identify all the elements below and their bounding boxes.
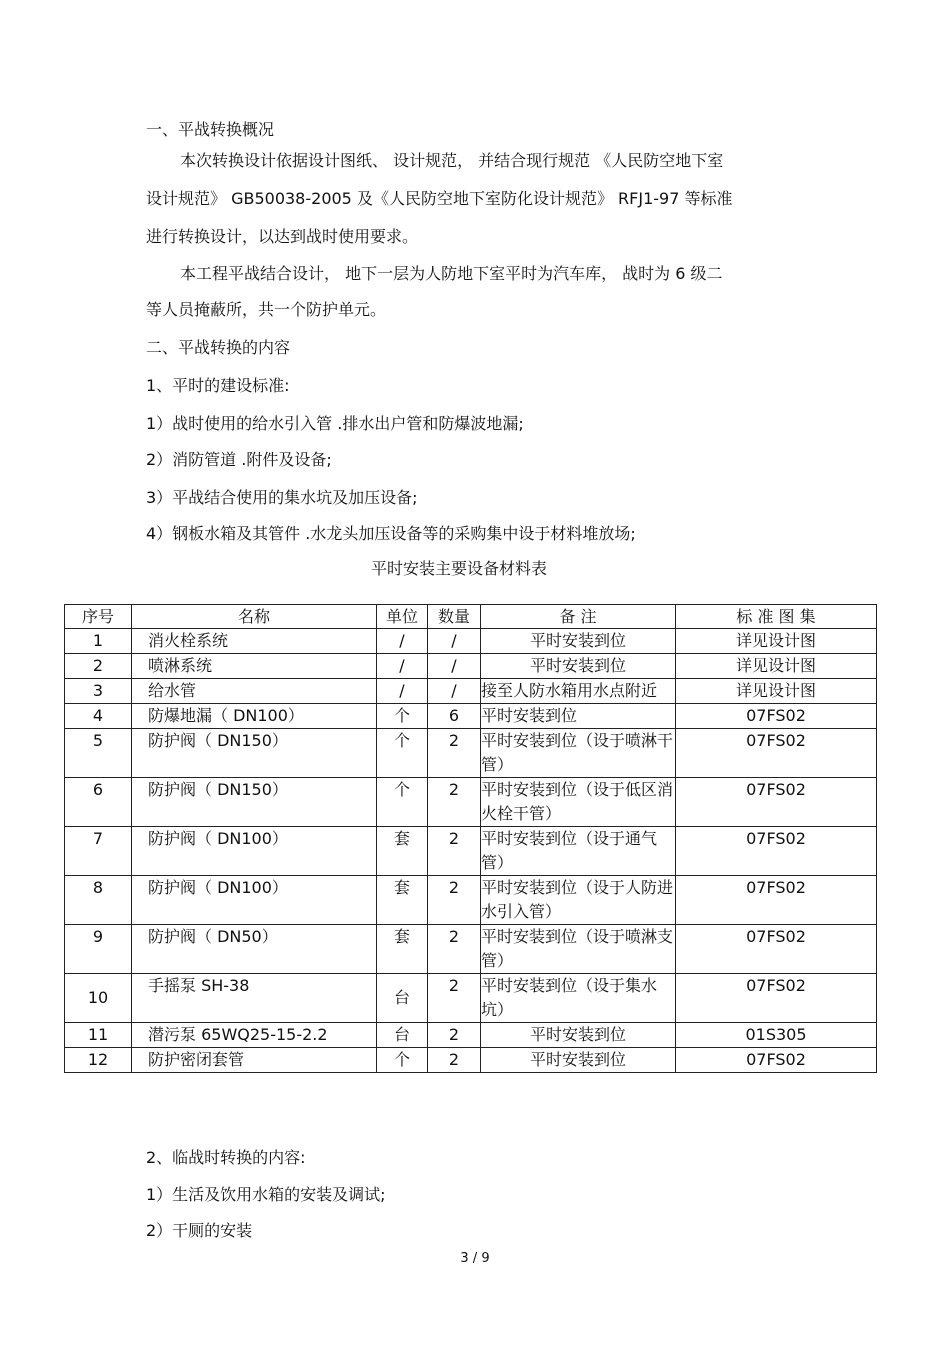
cell-note: 平时安装到位（设于人防进水引入管） (481, 876, 676, 925)
cell-std: 07FS02 (676, 925, 877, 974)
cell-qty: 2 (428, 729, 481, 778)
cell-name: 喷淋系统 (132, 654, 377, 679)
cell-note: 平时安装到位（设于喷淋支管） (481, 925, 676, 974)
cell-qty: / (428, 679, 481, 704)
cell-note: 平时安装到位 (481, 1023, 676, 1048)
cell-name: 防护密闭套管 (132, 1048, 377, 1073)
table-row (65, 1048, 877, 1073)
list-item: 1）战时使用的给水引入管 .排水出户管和防爆波地漏; (146, 414, 524, 433)
cell-std: 详见设计图 (676, 629, 877, 654)
cell-no: 3 (65, 679, 132, 704)
cell-std: 07FS02 (676, 704, 877, 729)
list-item: 4）钢板水箱及其管件 .水龙头加压设备等的采购集中设于材料堆放场; (146, 524, 636, 543)
cell-name: 防护阀（ DN100） (132, 876, 377, 925)
cell-unit: 套 (377, 925, 428, 974)
cell-std: 详见设计图 (676, 654, 877, 679)
cell-no: 8 (65, 876, 132, 925)
header-unit: 单位 (377, 605, 428, 629)
table-row (65, 827, 877, 876)
list-item: 3）平战结合使用的集水坑及加压设备; (146, 488, 418, 507)
cell-unit: 个 (377, 729, 428, 778)
cell-name: 防护阀（ DN100） (132, 827, 377, 876)
paragraph-2-line-1: 本工程平战结合设计， 地下一层为人防地下室平时为汽车库， 战时为 6 级二 (180, 264, 723, 283)
cell-name: 手摇泵 SH-38 (132, 974, 377, 1023)
cell-std: 07FS02 (676, 729, 877, 778)
cell-name: 防护阀（ DN150） (132, 778, 377, 827)
cell-qty: 2 (428, 778, 481, 827)
table-row (65, 729, 877, 778)
cell-no: 6 (65, 778, 132, 827)
list-item: 2）干厕的安装 (146, 1221, 253, 1240)
cell-name: 给水管 (132, 679, 377, 704)
cell-no: 12 (65, 1048, 132, 1073)
cell-no: 2 (65, 654, 132, 679)
cell-unit: 个 (377, 778, 428, 827)
table-row (65, 778, 877, 827)
cell-note: 平时安装到位（设于喷淋干管） (481, 729, 676, 778)
cell-no: 10 (65, 974, 132, 1023)
cell-std: 07FS02 (676, 876, 877, 925)
cell-std: 详见设计图 (676, 679, 877, 704)
table-row (65, 679, 877, 704)
list-item: 1）生活及饮用水箱的安装及调试; (146, 1185, 386, 1204)
cell-note: 平时安装到位 (481, 629, 676, 654)
cell-no: 11 (65, 1023, 132, 1048)
cell-name: 消火栓系统 (132, 629, 377, 654)
cell-note: 平时安装到位（设于通气管） (481, 827, 676, 876)
cell-qty: 2 (428, 827, 481, 876)
subsection-2-2: 2、临战时转换的内容: (146, 1148, 306, 1167)
table-title: 平时安装主要设备材料表 (370, 559, 547, 578)
table-row (65, 974, 877, 1023)
section-1-heading: 一、平战转换概况 (146, 120, 275, 139)
cell-note: 平时安装到位 (481, 1048, 676, 1073)
cell-qty: 6 (428, 704, 481, 729)
header-name: 名称 (132, 605, 377, 629)
section-2-heading: 二、平战转换的内容 (146, 338, 291, 357)
cell-unit: 台 (377, 1023, 428, 1048)
table-header-row (65, 605, 877, 629)
cell-note: 平时安装到位（设于集水坑） (481, 974, 676, 1023)
cell-std: 01S305 (676, 1023, 877, 1048)
cell-qty: 2 (428, 925, 481, 974)
cell-name: 防爆地漏（ DN100） (132, 704, 377, 729)
cell-qty: 2 (428, 1048, 481, 1073)
cell-no: 5 (65, 729, 132, 778)
cell-no: 9 (65, 925, 132, 974)
cell-qty: 2 (428, 974, 481, 1023)
cell-name: 潜污泵 65WQ25-15-2.2 (132, 1023, 377, 1048)
cell-name: 防护阀（ DN150） (132, 729, 377, 778)
table-row (65, 654, 877, 679)
table-row (65, 629, 877, 654)
cell-no: 4 (65, 704, 132, 729)
cell-unit: / (377, 629, 428, 654)
list-item: 2）消防管道 .附件及设备; (146, 450, 332, 469)
page-number: 3 / 9 (460, 1251, 490, 1266)
cell-qty: / (428, 629, 481, 654)
cell-unit: 套 (377, 827, 428, 876)
equipment-table (64, 604, 877, 1073)
paragraph-1-line-2: 设计规范》 GB50038-2005 及《人民防空地下室防化设计规范》 RFJ1-97 等标准 (146, 189, 733, 208)
cell-qty: 2 (428, 1023, 481, 1048)
table-row (65, 876, 877, 925)
cell-qty: / (428, 654, 481, 679)
cell-no: 7 (65, 827, 132, 876)
cell-unit: 套 (377, 876, 428, 925)
cell-unit: / (377, 654, 428, 679)
cell-unit: 台 (377, 974, 428, 1023)
table-row (65, 704, 877, 729)
header-note: 备 注 (481, 605, 676, 629)
cell-note: 平时安装到位 (481, 654, 676, 679)
cell-note: 平时安装到位 (481, 704, 676, 729)
paragraph-1-line-3: 进行转换设计，以达到战时使用要求。 (146, 227, 419, 246)
table-row (65, 925, 877, 974)
cell-name: 防护阀（ DN50） (132, 925, 377, 974)
header-no: 序号 (65, 605, 132, 629)
cell-std: 07FS02 (676, 974, 877, 1023)
cell-no: 1 (65, 629, 132, 654)
cell-note: 平时安装到位（设于低区消火栓干管） (481, 778, 676, 827)
cell-std: 07FS02 (676, 778, 877, 827)
cell-std: 07FS02 (676, 1048, 877, 1073)
paragraph-1-line-1: 本次转换设计依据设计图纸、 设计规范， 并结合现行规范 《人民防空地下室 (180, 151, 724, 170)
header-std: 标 准 图 集 (676, 605, 877, 629)
cell-note: 接至人防水箱用水点附近 (481, 679, 676, 704)
header-qty: 数量 (428, 605, 481, 629)
cell-unit: 个 (377, 704, 428, 729)
cell-std: 07FS02 (676, 827, 877, 876)
paragraph-2-line-2: 等人员掩蔽所，共一个防护单元。 (146, 300, 387, 319)
table-row (65, 1023, 877, 1048)
cell-unit: / (377, 679, 428, 704)
cell-unit: 个 (377, 1048, 428, 1073)
subsection-2-1: 1、平时的建设标准: (146, 376, 290, 395)
cell-qty: 2 (428, 876, 481, 925)
